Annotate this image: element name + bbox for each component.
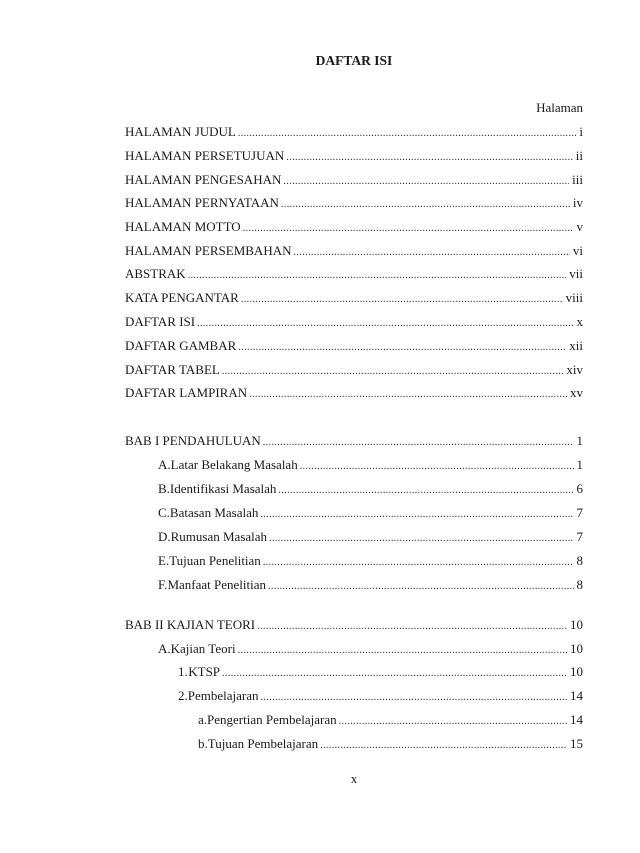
toc-entry-halaman-pernyataan [125,194,583,212]
dot-leader [249,386,567,404]
toc-entry-daftar-lampiran [125,384,583,402]
toc-entry-page: viii [565,290,583,305]
toc-entry-label: Pengertian Pembelajaran [207,712,337,727]
toc-entry-label: Manfaat Penelitian [167,577,267,592]
dot-leader [286,149,573,167]
section-marker: A. [158,641,171,656]
dot-leader [188,267,567,285]
toc-entry-label: HALAMAN JUDUL [125,124,236,139]
toc-chapter-label: BAB I PENDAHULUAN [125,433,261,448]
dot-leader [278,482,573,500]
toc-entry-halaman-motto [125,218,583,236]
toc-subsection-2a2 [178,687,583,705]
toc-entry-page: 15 [570,736,583,751]
toc-entry-label: HALAMAN PERNYATAAN [125,195,279,210]
page-title: DAFTAR ISI [315,53,393,68]
toc-entry-label: Latar Belakang Masalah [170,457,298,472]
toc-entry-page: xii [569,338,583,353]
dot-leader [268,578,573,596]
toc-entry-daftar-tabel [125,361,583,379]
toc-entry-daftar-isi [125,313,583,331]
toc-entry-page: 8 [576,553,583,568]
section-marker: D. [158,529,171,544]
page-column-header: Halaman [536,100,583,115]
section-marker: a. [198,712,208,727]
toc-chapter-bab-2 [125,616,583,634]
section-marker: 2. [178,688,188,703]
toc-entry-page: v [576,219,583,234]
toc-entry-page: 10 [570,664,583,679]
toc-entry-page: 10 [570,617,583,632]
toc-entry-label: Identifikasi Masalah [169,481,277,496]
dot-leader [238,339,566,357]
dot-leader [320,737,567,755]
dot-leader [339,713,567,731]
toc-entry-halaman-judul [125,123,583,141]
toc-entry-daftar-gambar [125,337,583,355]
dot-leader [263,554,574,572]
toc-entry-page: 6 [576,481,583,496]
dot-leader [260,506,573,524]
toc-section-1c [158,504,583,522]
toc-entry-page: vi [572,243,583,258]
dot-leader [243,220,574,238]
toc-entry-page: iv [572,195,583,210]
dot-leader [238,125,577,143]
toc-entry-page: 10 [570,641,583,656]
toc-section-1e [158,552,583,570]
toc-entry-page: xv [570,385,583,400]
toc-entry-label: HALAMAN PERSETUJUAN [125,148,285,163]
toc-entry-halaman-persembahan [125,242,583,260]
toc-entry-label: Batasan Masalah [169,505,259,520]
section-marker: A. [158,457,171,472]
toc-entry-page: 7 [576,505,583,520]
toc-entry-page: 14 [570,712,583,727]
toc-subsection-2a2b [198,735,583,753]
toc-entry-label: Pembelajaran [187,688,259,703]
toc-entry-kata-pengantar [125,289,583,307]
toc-entry-label: KATA PENGANTAR [125,290,239,305]
toc-section-1d [158,528,583,546]
toc-entry-page: x [576,314,583,329]
section-marker: F. [158,577,168,592]
dot-leader [222,665,567,683]
toc-entry-label: HALAMAN PERSEMBAHAN [125,243,292,258]
section-marker: E. [158,553,170,568]
toc-entry-page: 1 [576,433,583,448]
section-marker: b. [198,736,208,751]
dot-leader [283,173,569,191]
toc-section-1f [158,576,583,594]
toc-entry-label: KTSP [188,664,221,679]
page-number: x [350,771,358,786]
toc-entry-label: DAFTAR LAMPIRAN [125,385,248,400]
dot-leader [281,196,570,214]
toc-subsection-2a1 [178,663,583,681]
toc-entry-label: HALAMAN PENGESAHAN [125,172,282,187]
toc-entry-page: ii [575,148,583,163]
toc-entry-page: 1 [576,457,583,472]
toc-entry-label: DAFTAR GAMBAR [125,338,237,353]
toc-entry-halaman-pengesahan [125,171,583,189]
toc-entry-label: HALAMAN MOTTO [125,219,241,234]
toc-section-2a [158,640,583,658]
dot-leader [300,458,574,476]
section-marker: B. [158,481,170,496]
dot-leader [261,689,568,707]
toc-section-1b [158,480,583,498]
dot-leader [257,618,567,636]
toc-entry-abstrak [125,265,583,283]
toc-entry-page: 8 [576,577,583,592]
toc-entry-page: 7 [576,529,583,544]
dot-leader [241,291,563,309]
toc-chapter-label: BAB II KAJIAN TEORI [125,617,256,632]
toc-section-1a [158,456,583,474]
toc-entry-label: DAFTAR TABEL [125,362,220,377]
dot-leader [263,434,574,452]
toc-entry-page: xiv [566,362,583,377]
toc-entry-label: Tujuan Penelitian [169,553,261,568]
toc-entry-page: vii [569,266,583,281]
toc-entry-label: Rumusan Masalah [170,529,268,544]
toc-entry-label: ABSTRAK [125,266,186,281]
dot-leader [238,642,567,660]
dot-leader [269,530,573,548]
dot-leader [294,244,570,262]
dot-leader [197,315,573,333]
dot-leader [222,363,564,381]
toc-entry-page: i [579,124,583,139]
toc-chapter-bab-1 [125,432,583,450]
toc-entry-page: iii [572,172,583,187]
toc-entry-label: DAFTAR ISI [125,314,196,329]
section-marker: C. [158,505,170,520]
toc-subsection-2a2a [198,711,583,729]
toc-entry-label: Kajian Teori [170,641,236,656]
toc-entry-label: Tujuan Pembelajaran [207,736,319,751]
toc-entry-halaman-persetujuan [125,147,583,165]
section-marker: 1. [178,664,188,679]
toc-entry-page: 14 [570,688,583,703]
